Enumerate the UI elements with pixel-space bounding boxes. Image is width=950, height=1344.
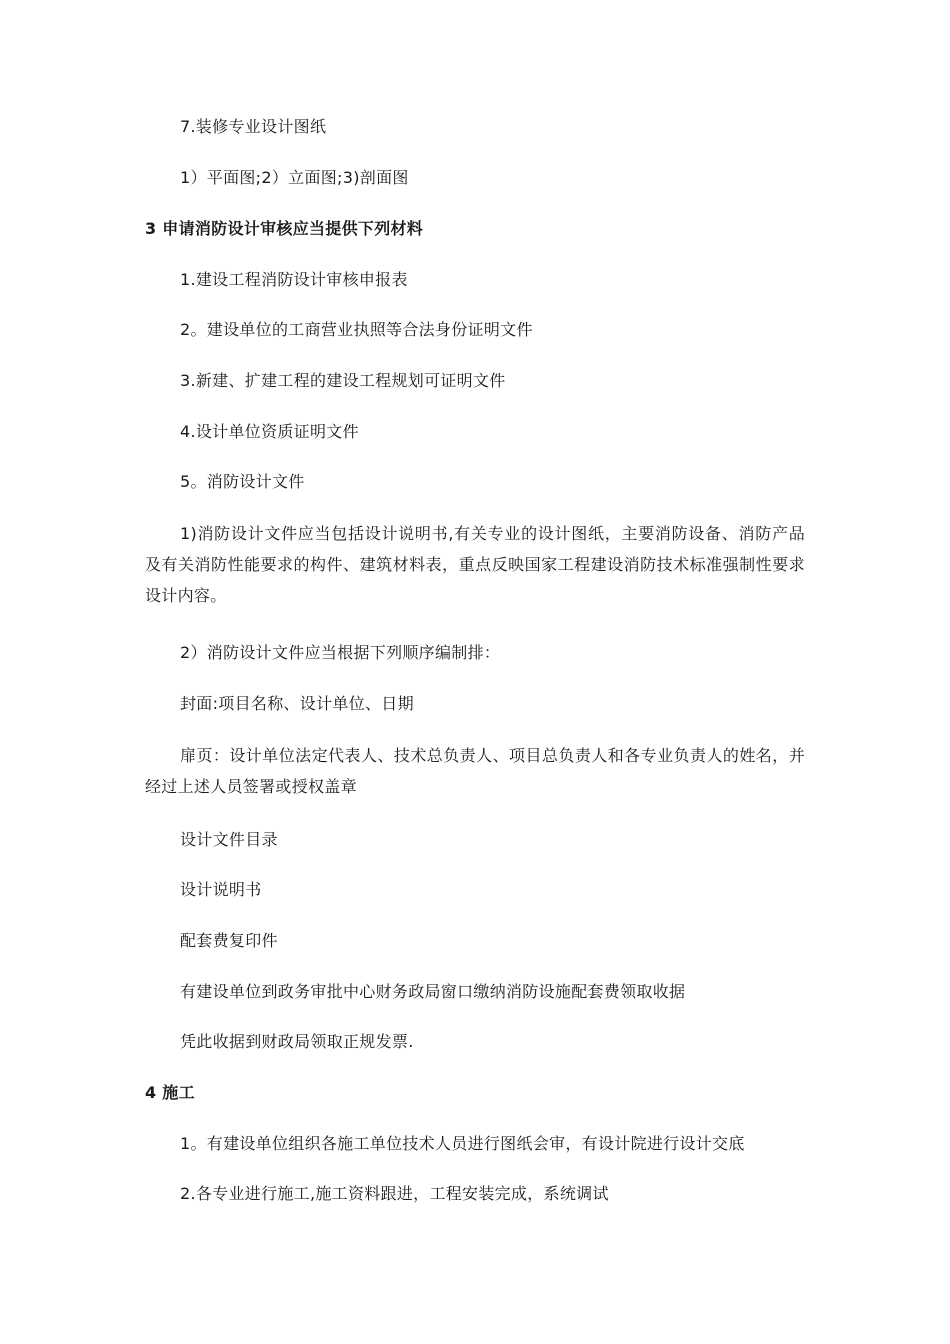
- item-7-decoration-drawings: 7.装修专业设计图纸: [180, 117, 327, 136]
- construction-item-1: 1。有建设单位组织各施工单位技术人员进行图纸会审，有设计院进行设计交底: [180, 1134, 745, 1153]
- review-item-2: 2。建设单位的工商营业执照等合法身份证明文件: [180, 320, 533, 339]
- section-heading-fire-design-review: 3 申请消防设计审核应当提供下列材料: [145, 219, 424, 238]
- review-item-3: 3.新建、扩建工程的建设工程规划可证明文件: [180, 371, 506, 390]
- fee-payment-line: 有建设单位到政务审批中心财务政局窗口缴纳消防设施配套费领取收据: [180, 982, 686, 1001]
- review-item-5-paragraph-2: 2）消防设计文件应当根据下列顺序编制排：: [180, 643, 501, 662]
- review-item-4: 4.设计单位资质证明文件: [180, 422, 359, 441]
- review-item-1: 1.建设工程消防设计审核申报表: [180, 270, 408, 289]
- design-manual-line: 设计说明书: [180, 880, 262, 899]
- construction-item-2: 2.各专业进行施工,施工资料跟进，工程安装完成，系统调试: [180, 1184, 609, 1203]
- invoice-line: 凭此收据到财政局领取正规发票.: [180, 1032, 414, 1051]
- title-page-paragraph: 扉页：设计单位法定代表人、技术总负责人、项目总负责人和各专业负责人的姓名，并经过上述人员签署或授权盖章: [145, 746, 805, 796]
- review-item-5-paragraph-1: 1)消防设计文件应当包括设计说明书,有关专业的设计图纸，主要消防设备、消防产品及有关消防性能要求的构件、建筑材料表，重点反映国家工程建设消防技术标准强制性要求设计内容。: [145, 524, 805, 605]
- fee-copy-line: 配套费复印件: [180, 931, 278, 950]
- cover-page-line: 封面:项目名称、设计单位、日期: [180, 694, 414, 713]
- design-file-toc-line: 设计文件目录: [180, 830, 278, 849]
- section-heading-construction: 4 施工: [145, 1083, 195, 1102]
- review-item-5: 5。消防设计文件: [180, 472, 305, 491]
- item-7-drawing-types: 1）平面图;2）立面图;3)剖面图: [180, 168, 409, 187]
